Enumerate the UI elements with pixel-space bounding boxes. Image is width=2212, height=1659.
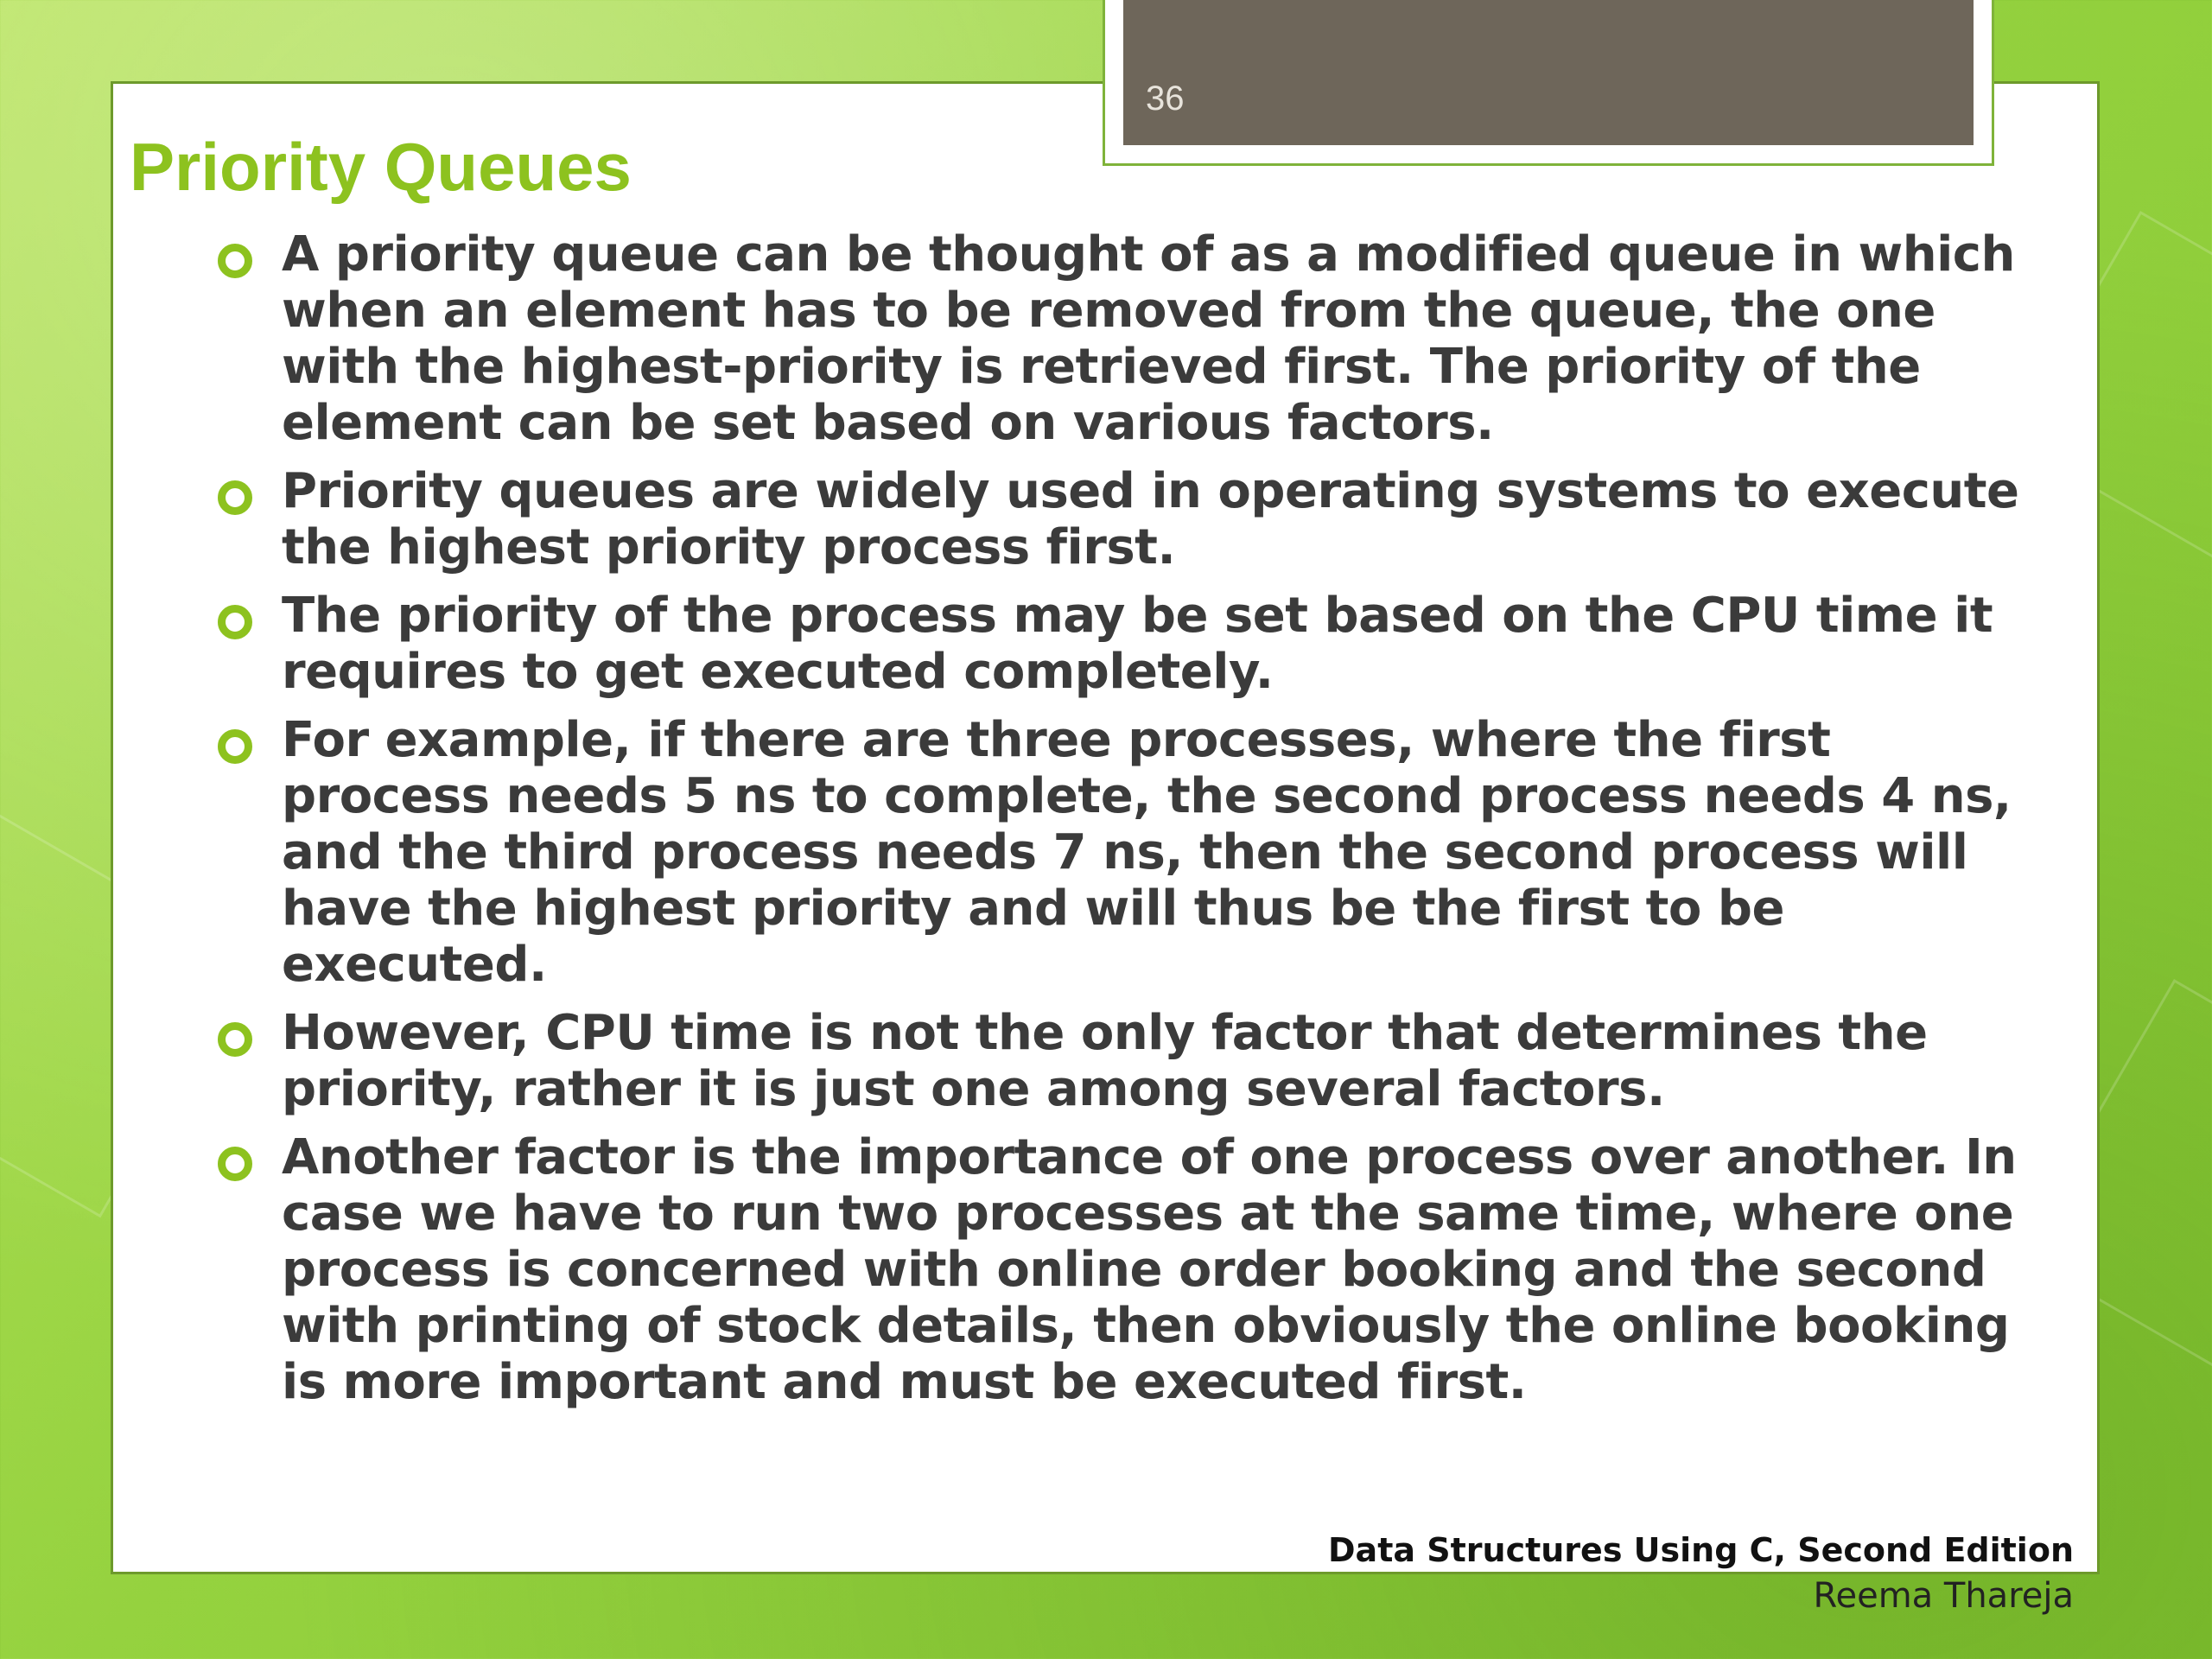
bullet-circle-icon	[218, 480, 252, 515]
bullet-circle-icon	[218, 244, 252, 278]
bullet-item	[216, 1005, 2048, 1117]
bullet-text: For example, if there are three processes, where the first process needs 5 ns to complete, the second process needs 4 ns, and the third process needs 7 ns, then the second process will have the highest priority and will thus be the first to be executed.	[282, 712, 2012, 993]
bullet-circle-icon	[218, 605, 252, 639]
footer-book-title: Data Structures Using C, Second Edition	[1328, 1531, 2074, 1569]
slide-title: Priority Queues	[130, 129, 632, 205]
bullet-text: Priority queues are widely used in operating systems to execute the highest priority process first.	[282, 463, 2019, 575]
footer-author: Reema Thareja	[1813, 1576, 2074, 1616]
bullet-item	[216, 712, 2048, 993]
bullet-circle-icon	[218, 1147, 252, 1181]
bullet-text: The priority of the process may be set based on the CPU time it requires to get executed completely.	[282, 588, 1993, 700]
bullet-circle-icon	[218, 729, 252, 764]
bullet-circle-icon	[218, 1022, 252, 1057]
header-tab-box	[1123, 0, 1974, 145]
bullet-text: Another factor is the importance of one process over another. In case we have to run two processes at the same time, where one process is concerned with online order booking and the second with printing of stock details, then obviously the online booking is more important and must be executed first.	[282, 1129, 2017, 1410]
bullet-item	[216, 226, 2048, 451]
bullet-list	[216, 226, 2048, 1422]
bullet-text: A priority queue can be thought of as a modified queue in which when an element has to be removed from the queue, the one with the highest-priority is retrieved first. The priority of the element can be set based on various factors.	[282, 226, 2015, 451]
bullet-item	[216, 1129, 2048, 1410]
bullet-text: However, CPU time is not the only factor that determines the priority, rather it is just one among several factors.	[282, 1005, 1928, 1117]
slide-number: 36	[1146, 79, 1185, 118]
bullet-item	[216, 588, 2048, 700]
bullet-item	[216, 463, 2048, 575]
